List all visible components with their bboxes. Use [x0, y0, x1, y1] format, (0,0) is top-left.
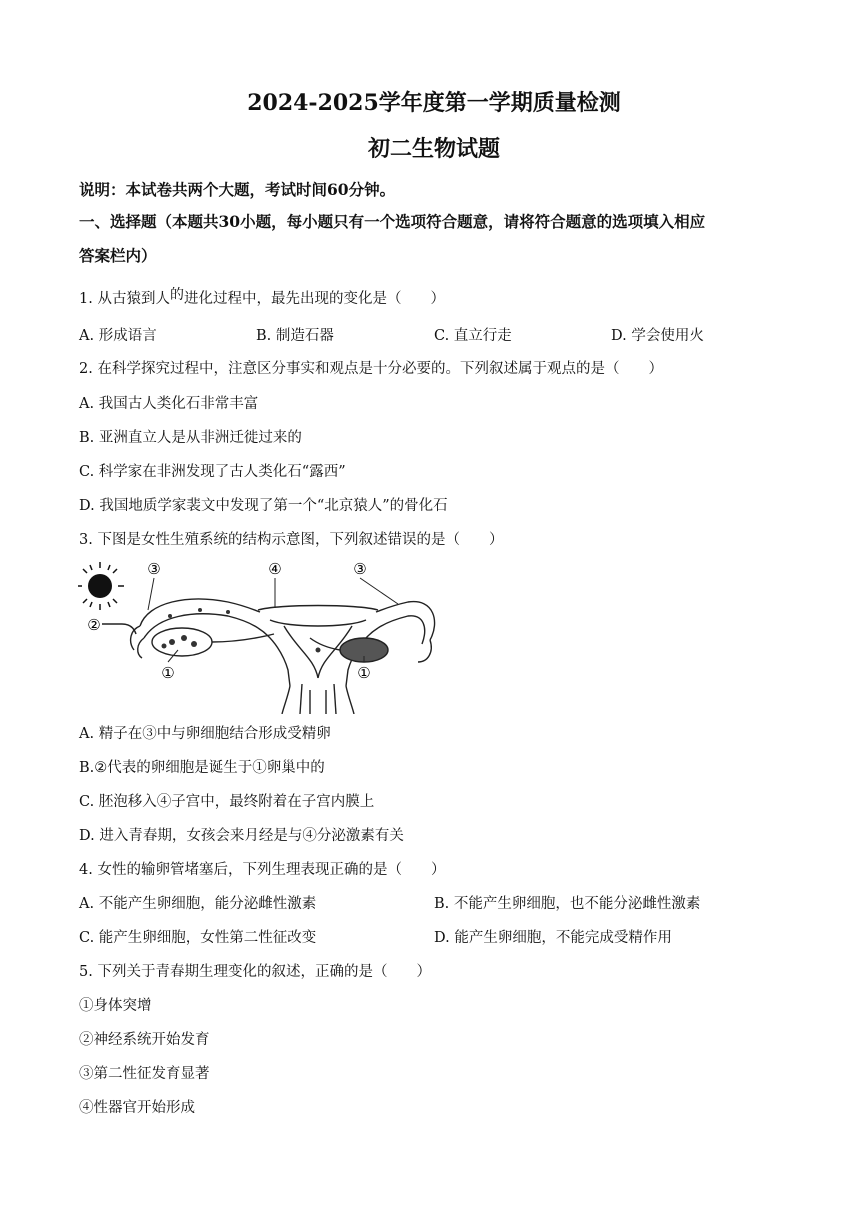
question-4-option-c[interactable]: C. 能产生卵细胞，女性第二性征改变	[79, 930, 317, 946]
label-tube-left: ③	[147, 560, 161, 578]
question-4-option-b[interactable]: B. 不能产生卵细胞，也不能分泌雌性激素	[434, 896, 701, 912]
question-3-stem: 3. 下图是女性生殖系统的结构示意图，下列叙述错误的是（ ）	[79, 532, 504, 548]
question-3-option-d[interactable]: D. 进入青春期，女孩会来月经是与④分泌激素有关	[79, 828, 404, 844]
question-5-item-3: ③第二性征发育显著	[79, 1066, 210, 1082]
question-2-option-c[interactable]: C. 科学家在非洲发现了古人类化石“露西”	[79, 464, 346, 480]
section-heading-line1: 一、选择题（本题共30小题，每小题只有一个选项符合题意，请将符合题意的选项填入相应	[79, 212, 706, 231]
female-reproductive-system-diagram	[78, 558, 438, 714]
question-2-option-a[interactable]: A. 我国古人类化石非常丰富	[79, 396, 259, 412]
question-1-option-d[interactable]: D. 学会使用火	[611, 328, 704, 344]
question-1-option-a[interactable]: A. 形成语言	[79, 328, 157, 344]
question-1-stem-sup: 的	[169, 287, 184, 303]
diagram-labels	[87, 560, 370, 682]
question-5-item-4: ④性器官开始形成	[79, 1100, 195, 1116]
uterus-outline	[102, 599, 435, 714]
section-heading-line2: 答案栏内）	[79, 246, 157, 265]
exam-title: 2024-2025学年度第一学期质量检测	[247, 90, 621, 116]
question-4-option-a[interactable]: A. 不能产生卵细胞，能分泌雌性激素	[79, 896, 317, 912]
question-1-stem-before: 1. 从古猿到人	[79, 291, 170, 307]
question-2-stem: 2. 在科学探究过程中，注意区分事实和观点是十分必要的。下列叙述属于观点的是（ ）	[79, 361, 663, 377]
question-5-item-1: ①身体突增	[79, 998, 152, 1014]
question-5-item-2: ②神经系统开始发育	[79, 1032, 210, 1048]
question-3-option-c[interactable]: C. 胚泡移入④子宫中，最终附着在子宫内膜上	[79, 794, 375, 810]
question-1-stem-after: 进化过程中，最先出现的变化是（ ）	[183, 291, 445, 307]
label-ovum: ②	[87, 616, 101, 634]
question-4-option-d[interactable]: D. 能产生卵细胞，不能完成受精作用	[434, 930, 672, 946]
question-3-option-b[interactable]: B.②代表的卵细胞是诞生于①卵巢中的	[79, 760, 325, 776]
question-2-option-d[interactable]: D. 我国地质学家裴文中发现了第一个“北京猿人”的骨化石	[79, 498, 448, 514]
ovum-starburst-icon	[78, 562, 124, 610]
label-uterus: ④	[268, 560, 282, 578]
question-5-stem: 5. 下列关于青春期生理变化的叙述，正确的是（ ）	[79, 964, 431, 980]
question-1-option-c[interactable]: C. 直立行走	[434, 328, 512, 344]
question-2-option-b[interactable]: B. 亚洲直立人是从非洲迁徙过来的	[79, 430, 302, 446]
label-ovary-left: ①	[161, 664, 175, 682]
exam-subtitle: 初二生物试题	[367, 136, 500, 162]
question-1-option-b[interactable]: B. 制造石器	[256, 328, 334, 344]
exam-instructions: 说明：本试卷共两个大题，考试时间60分钟。	[79, 180, 396, 199]
label-tube-right: ③	[353, 560, 367, 578]
label-ovary-right: ①	[357, 664, 371, 682]
question-4-stem: 4. 女性的输卵管堵塞后，下列生理表现正确的是（ ）	[79, 862, 446, 878]
question-3-option-a[interactable]: A. 精子在③中与卵细胞结合形成受精卵	[79, 726, 331, 742]
question-1-stem	[79, 289, 445, 309]
